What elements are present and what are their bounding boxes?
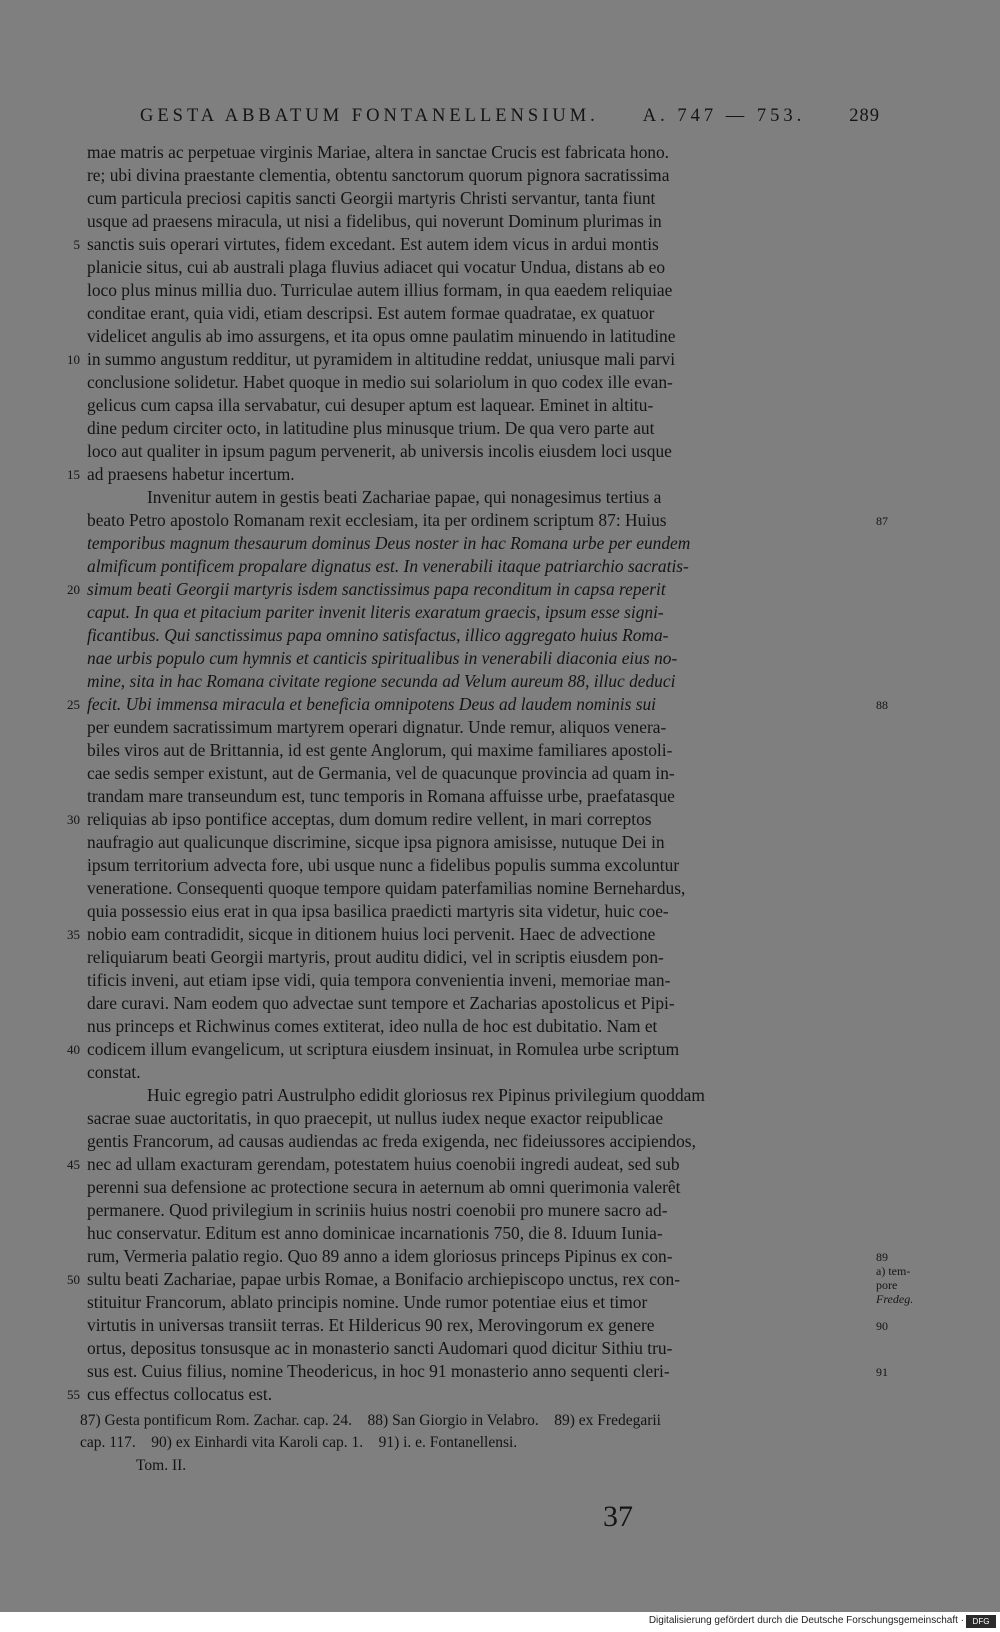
text-line: beato Petro apostolo Romanam rexit ecclesiam, ita per ordinem scriptum 87: Huius [87,510,667,530]
text-line: ad praesens habetur incertum. [87,464,295,484]
margin-note: 88 [876,698,888,712]
text-line: loco aut qualiter in ipsum pagum pervenerit, ab universis incolis eiusdem loci usque [87,441,672,461]
text-line: codicem illum evangelicum, ut scriptura eiusdem insinuat, in Romulea urbe scriptum [87,1039,680,1059]
text-line: quia possessio eius erat in qua ipsa basilica praedicti martyris sita videtur, huic coe- [87,901,669,921]
running-header [140,106,880,127]
text-line: reliquiarum beati Georgii martyris, prout auditu didici, vel in scriptis eiusdem pon- [87,947,664,967]
line-number: 40 [67,1042,80,1057]
text-line: fecit. Ubi immensa miracula et beneficia omnipotens Deus ad laudem nominis sui [87,694,656,714]
line-number: 45 [67,1157,80,1172]
text-line: simum beati Georgii martyris isdem sanctissimus papa reconditum in capsa reperit [87,579,666,599]
margin-note: a) tem- [876,1264,911,1278]
text-line: naufragio aut qualicunque discrimine, sicque ipsa pignora amisisse, nutuque Dei in [87,832,665,852]
text-line: temporibus magnum thesaurum dominus Deus noster in hac Romana urbe per eundem [87,533,691,553]
text-line: sacrae suae auctoritatis, in quo praecepit, ut nullus iudex neque exactor reipublicae [87,1108,664,1128]
signature-mark: 37 [603,1500,633,1533]
text-line: nus princeps et Richwinus comes extiterat, ideo nulla de hoc est dubitatio. Nam et [87,1016,658,1036]
footnote-line: 87) Gesta pontificum Rom. Zachar. cap. 24. 88) San Giorgio in Velabro. 89) ex Fredegarii [80,1412,661,1429]
header-years: A. 747 — 753. [642,106,806,126]
text-line: sanctis suis operari virtutes, fidem excedant. Est autem idem vicus in ardui montis [87,234,659,254]
text-line: almificum pontificem propalare dignatus est. In venerabili itaque patriarchio sacratis- [87,556,689,576]
text-line: Huic egregio patri Austrulpho edidit gloriosus rex Pipinus privilegium quoddam [147,1085,705,1105]
text-line: re; ubi divina praestante clementia, obtentu sanctorum quorum pignora sacratissima [87,165,670,185]
text-line: dine pedum circiter octo, in latitudine plus minusque trium. De qua vero parte aut [87,418,655,438]
text-line: nae urbis populo cum hymnis et canticis spiritualibus in venerabili diaconia eius no- [87,648,678,668]
text-line: nec ad ullam exacturam gerendam, potestatem huius coenobii ingredi audeat, sed sub [87,1154,680,1174]
text-line: dare curavi. Nam eodem quo advectae sunt tempore et Zacharias apostolicus et Pipi- [87,993,675,1013]
text-line: nobio eam contradidit, sicque in ditionem huius loci pervenit. Haec de advectione [87,924,656,944]
line-number: 35 [67,927,80,942]
text-line: virtutis in universas transiit terras. Et Hildericus 90 rex, Merovingorum ex genere [87,1315,655,1335]
text-line: cae sedis semper existunt, aut de Germania, vel de quacunque provincia ad quam in- [87,763,675,783]
margin-note: 89 [876,1250,888,1264]
header-title: GESTA ABBATUM FONTANELLENSIUM. [140,106,599,126]
line-number: 50 [67,1272,80,1287]
text-line: Invenitur autem in gestis beati Zachariae papae, qui nonagesimus tertius a [147,487,662,507]
text-line: biles viros aut de Brittannia, id est gente Anglorum, qui maxime familiares apostoli- [87,740,673,760]
margin-note: 91 [876,1365,888,1379]
text-line: conditae erant, quia vidi, etiam descripsi. Est autem formae quadratae, ex quatuor [87,303,655,323]
line-number: 15 [67,467,80,482]
text-line: perenni sua defensione ac protectione secura in aeternum ab omni querimonia valerêt [87,1177,681,1197]
text-line: mine, sita in hac Romana civitate regione secunda ad Velum aureum 88, illuc deduci [87,671,676,691]
text-line: planicie situs, cui ab australi plaga fluvius adiacet qui vocatur Undua, distans ab eo [87,257,666,277]
text-line: veneratione. Consequenti quoque tempore quidam paterfamilias nomine Bernehardus, [87,878,686,898]
text-line: reliquias ab ipso pontifice acceptas, dum domum redire vellent, in mari correptos [87,809,652,829]
text-line: rum, Vermeria palatio regio. Quo 89 anno a idem gloriosus princeps Pipinus ex con- [87,1246,673,1266]
footnote-line: cap. 117. 90) ex Einhardi vita Karoli cap. 1. 91) i. e. Fontanellensi. [80,1434,518,1451]
margin-note: 87 [876,514,888,528]
margin-note: Fredeg. [876,1292,914,1306]
text-line: gelicus cum capsa illa servabatur, cui desuper aptum est laquear. Eminet in altitu- [87,395,654,415]
text-line: cum particula preciosi capitis sancti Georgii martyris Christi servantur, tanta fiunt [87,188,656,208]
text-line: conclusione solidetur. Habet quoque in medio sui solariolum in quo codex ille evan- [87,372,673,392]
margin-note: 90 [876,1319,888,1333]
text-line: trandam mare transeundum est, tunc temporis in Romana affuisse urbe, praefatasque [87,786,675,806]
text-line: sus est. Cuius filius, nomine Theodericus, in hoc 91 monasterio anno sequenti cleri- [87,1361,670,1381]
text-line: cus effectus collocatus est. [87,1384,273,1404]
text-line: loco plus minus millia duo. Turriculae autem illius formam, in qua eaedem reliquiae [87,280,673,300]
text-line: mae matris ac perpetuae virginis Mariae, altera in sanctae Crucis est fabricata hono. [87,142,670,162]
text-line: in summo angustum redditur, ut pyramidem in altitudine reddat, uniusque mali parvi [87,349,676,369]
text-line: ipsum territorium advecta fore, ubi usque nunc a fidelibus populis summa excoluntur [87,855,680,875]
text-line: ortus, depositus tonsusque ac in monasterio sancti Audomari quod dicitur Sithiu tru- [87,1338,673,1358]
text-line: sultu beati Zachariae, papae urbis Romae, a Bonifacio archiepiscopo unctus, rex con- [87,1269,680,1289]
dfg-logo: DFG [966,1615,996,1628]
text-line: usque ad praesens miracula, ut nisi a fidelibus, qui noverunt Dominum plurimas in [87,211,662,231]
text-line: videlicet angulis ab imo assurgens, et ita opus omne paulatim minuendo in latitudine [87,326,676,346]
line-number: 20 [67,582,80,597]
digitization-footer [0,1612,1000,1632]
line-number: 30 [67,812,80,827]
line-number: 10 [67,352,80,367]
footer-text: Digitalisierung gefördert durch die Deutsche Forschungsgemeinschaft · [648,1615,964,1626]
text-line: permanere. Quod privilegium in scriniis huius nostri coenobii pro munere sacro ad- [87,1200,668,1220]
text-line: stituitur Francorum, ablato principis nomine. Unde rumor potentiae eius et timor [87,1292,648,1312]
line-number: 55 [67,1387,80,1402]
volume-label: Tom. II. [136,1457,187,1474]
line-number: 25 [67,697,80,712]
line-number: 5 [73,237,80,252]
page-number: 289 [849,106,880,126]
text-line: ficantibus. Qui sanctissimus papa omnino satisfactus, illico aggregato huius Roma- [87,625,669,645]
text-line: tificis inveni, aut etiam ipse vidi, quia tempora convenientia inveni, memoriae man- [87,970,671,990]
margin-note: pore [876,1278,898,1292]
text-line: constat. [87,1062,141,1082]
text-line: huc conservatur. Editum est anno dominicae incarnationis 750, die 8. Iduum Iunia- [87,1223,663,1243]
text-line: per eundem sacratissimum martyrem operari dignatur. Unde remur, aliquos venera- [87,717,667,737]
text-line: caput. In qua et pitacium pariter invenit literis exaratum graecis, ipsum esse signi- [87,602,664,622]
text-line: gentis Francorum, ad causas audiendas ac freda exigenda, nec fideiussores accipiendos, [87,1131,696,1151]
